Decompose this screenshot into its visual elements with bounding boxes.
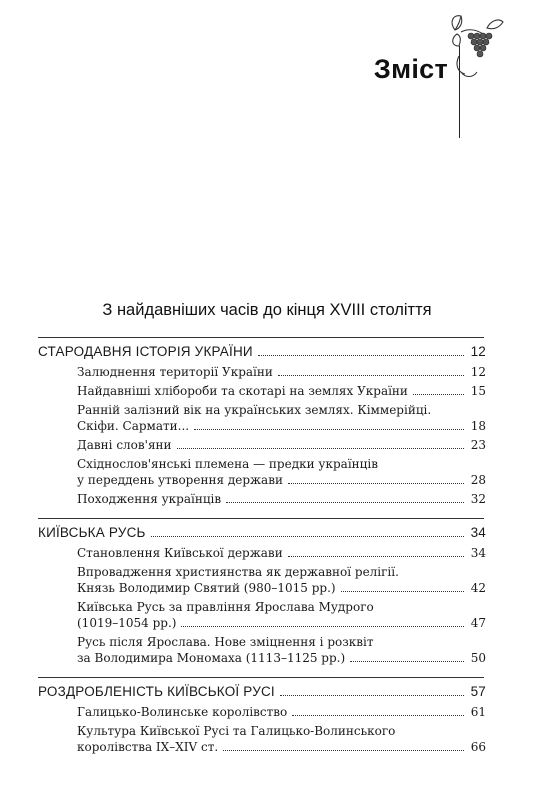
entry-line: Ранній залізний вік на українських землях. Кіммерійці. — [77, 403, 432, 417]
entry-line: Становлення Київської держави — [77, 546, 283, 560]
dot-leader — [177, 448, 464, 449]
entry-line: Східнослов'янські племена — предки українців — [77, 457, 378, 471]
page-number: 12 — [470, 365, 486, 379]
page-number: 32 — [470, 492, 486, 506]
entry-line: Галицько-Волинське королівство — [77, 705, 288, 719]
section-title: РОЗДРОБЛЕНІСТЬ КИЇВСЬКОЇ РУСІ — [38, 684, 275, 699]
vertical-rule — [459, 46, 460, 138]
page-number: 66 — [470, 740, 486, 754]
toc-entry[interactable] — [77, 545, 486, 561]
dot-leader — [280, 695, 464, 696]
dot-leader — [413, 394, 464, 395]
page-number: 23 — [470, 438, 486, 452]
toc-entry[interactable] — [77, 456, 486, 488]
entry-line: за Володимира Мономаха (1113–1125 рр.) — [77, 651, 346, 665]
section-rule — [38, 677, 484, 678]
section-rule — [38, 337, 484, 338]
toc-entry[interactable] — [77, 723, 486, 755]
entry-list — [77, 545, 486, 666]
page-number: 50 — [470, 651, 486, 665]
entry-line: (1019–1054 рр.) — [77, 616, 177, 630]
entry-line: Русь після Ярослава. Нове зміцнення і розквіт — [77, 635, 374, 649]
section-heading[interactable] — [38, 525, 486, 541]
toc-entry[interactable] — [77, 704, 486, 720]
toc-section — [36, 518, 486, 669]
dot-leader — [350, 661, 464, 662]
entry-line: Скіфи. Сармати... — [77, 419, 190, 433]
toc-entry[interactable] — [77, 437, 486, 453]
dot-leader — [288, 483, 464, 484]
section-rule — [38, 518, 484, 519]
page-number: 15 — [470, 384, 486, 398]
entry-line: Культура Київської Русі та Галицько-Волинського — [77, 724, 396, 738]
page-number: 28 — [470, 473, 486, 487]
dot-leader — [278, 375, 464, 376]
entry-list — [77, 704, 486, 755]
section-title: СТАРОДАВНЯ ІСТОРІЯ УКРАЇНИ — [38, 344, 253, 359]
part-heading: З найдавніших часів до кінця XVIII століття — [102, 301, 432, 319]
entry-line: Залюднення території України — [77, 365, 273, 379]
entry-line: Найдавніші хлібороби та скотарі на землях України — [77, 384, 408, 398]
page-number: 18 — [470, 419, 486, 433]
grapevine-ornament-icon — [447, 12, 507, 84]
dot-leader — [223, 750, 464, 751]
page-number: 12 — [470, 344, 486, 359]
entry-line: Походження українців — [77, 492, 222, 506]
dot-leader — [258, 355, 464, 356]
toc-entry[interactable] — [77, 634, 486, 666]
toc-entry[interactable] — [77, 599, 486, 631]
page-number: 47 — [470, 616, 486, 630]
section-heading[interactable] — [38, 684, 486, 700]
entry-line: у переддень утворення держави — [77, 473, 283, 487]
page-number: 57 — [470, 684, 486, 699]
toc-entry[interactable] — [77, 364, 486, 380]
dot-leader — [341, 591, 464, 592]
toc-section — [36, 337, 486, 510]
toc-entry[interactable] — [77, 402, 486, 434]
section-heading[interactable] — [38, 344, 486, 360]
dot-leader — [288, 556, 464, 557]
entry-line: Київська Русь за правління Ярослава Мудрого — [77, 600, 374, 614]
entry-list — [77, 364, 486, 507]
page-number: 34 — [470, 525, 486, 540]
page-title: Зміст — [373, 54, 448, 84]
page-number: 42 — [470, 581, 486, 595]
toc-section — [36, 677, 486, 758]
toc-entry[interactable] — [77, 564, 486, 596]
dot-leader — [226, 502, 464, 503]
dot-leader — [181, 626, 464, 627]
dot-leader — [151, 536, 464, 537]
entry-line: Впровадження християнства як державної релігії. — [77, 565, 399, 579]
page-number: 34 — [470, 546, 486, 560]
entry-line: Давні слов'яни — [77, 438, 172, 452]
entry-line: Князь Володимир Святий (980–1015 рр.) — [77, 581, 336, 595]
toc-entry[interactable] — [77, 491, 486, 507]
toc-entry[interactable] — [77, 383, 486, 399]
section-title: КИЇВСЬКА РУСЬ — [38, 525, 146, 540]
dot-leader — [194, 429, 464, 430]
dot-leader — [292, 715, 464, 716]
page-number: 61 — [470, 705, 486, 719]
entry-line: королівства IX–XIV ст. — [77, 740, 219, 754]
